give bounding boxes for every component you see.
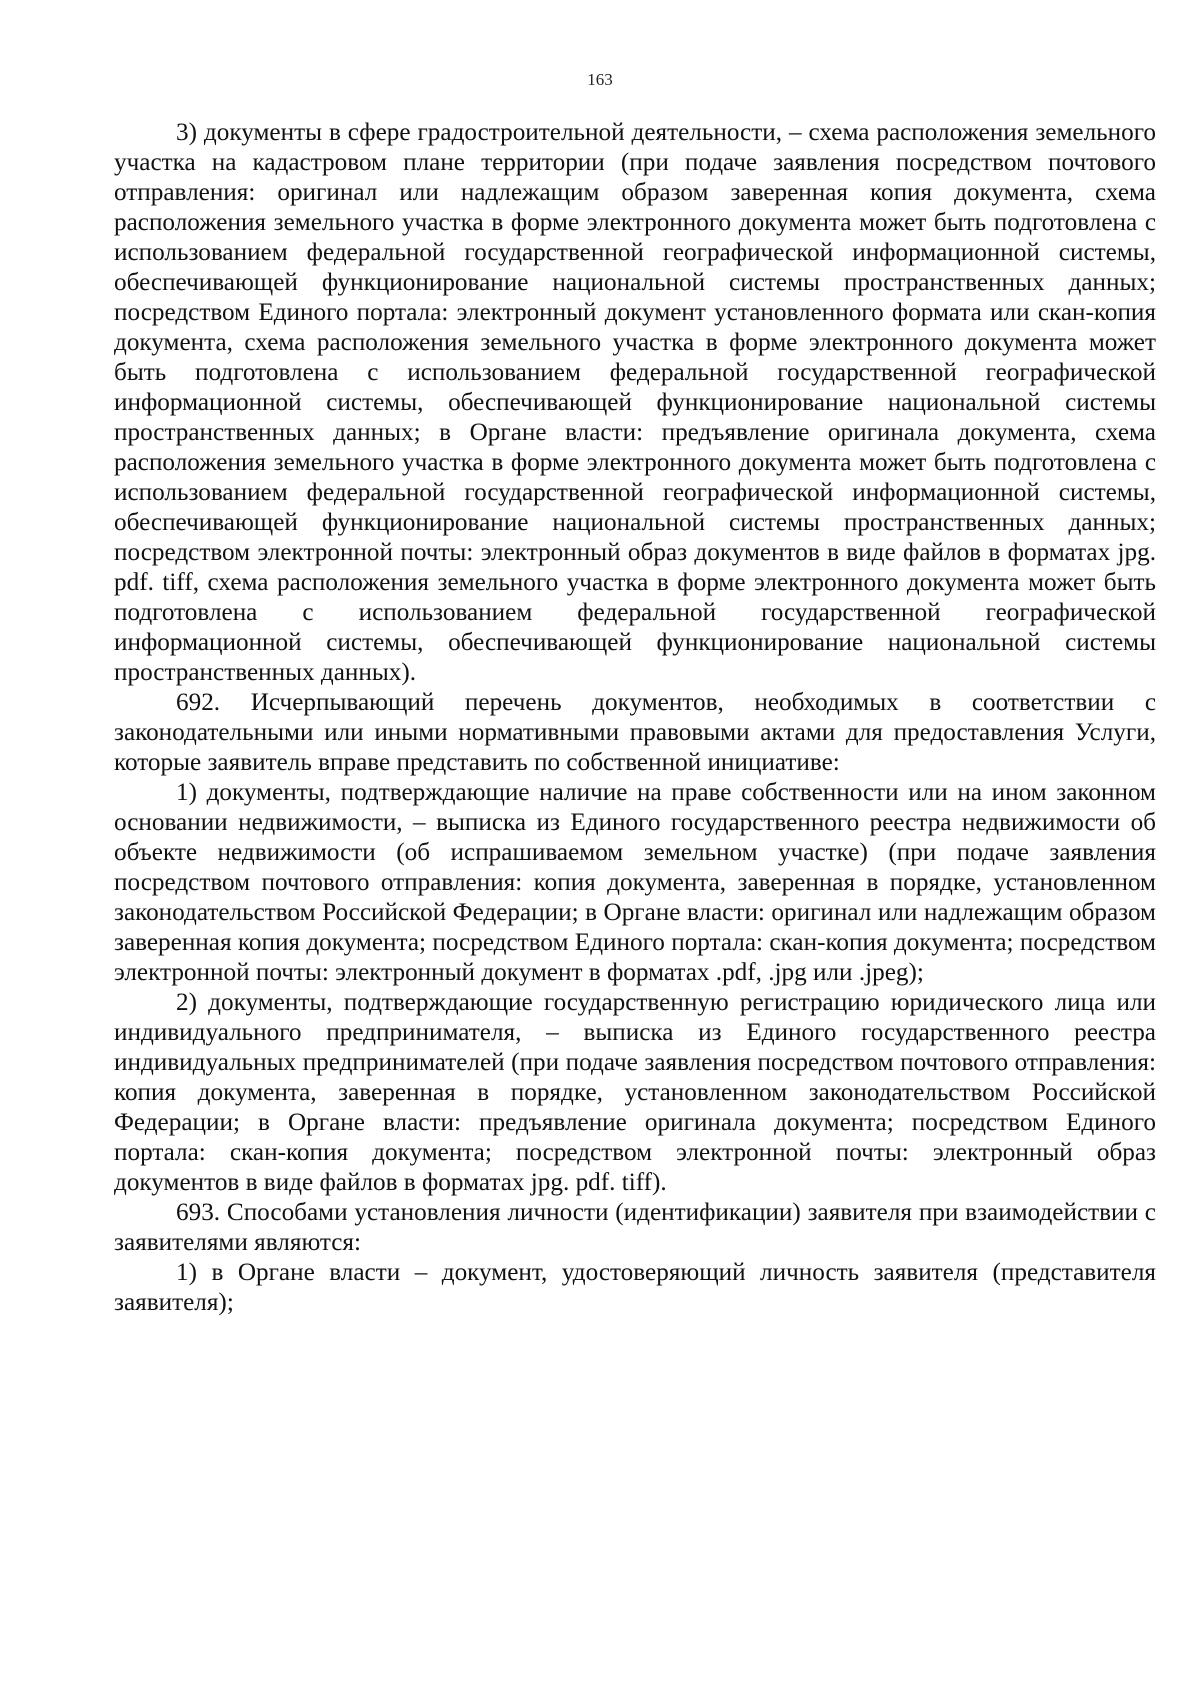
paragraph-item-3-urban-planning-docs: 3) документы в сфере градостроительной деятельности, – схема расположения земельного участка на кадастровом плане территории (при подаче заявления посредством почтового отправления: оригинал или надлежащим образом заверенная копия документа, схема расположения земельного участка в форме электронного документа может быть подготовлена с использованием федеральной государственной географической информационной системы, обеспечивающей функционирование национальной системы пространственных данных; посредством Единого портала: электронный документ установленного формата или скан-копия документа, схема расположения земельного участка в форме электронного документа может быть подготовлена с использованием федеральной государственной географической информационной системы, обеспечивающей функционирование национальной системы пространственных данных; в Органе власти: предъявление оригинала документа, схема расположения земельного участка в форме электронного документа может быть подготовлена с использованием федеральной государственной географической информационной системы, обеспечивающей функционирование национальной системы пространственных данных; посредством электронной почты: электронный образ документов в виде файлов в форматах jpg. pdf. tiff, схема расположения земельного участка в форме электронного документа может быть подготовлена с использованием федеральной государственной географической информационной системы, обеспечивающей функционирование национальной системы пространственных данных). [114, 119, 1156, 686]
page-number: 163 [587, 70, 613, 89]
paragraph-692: 692. Исчерпывающий перечень документов, необходимых в соответствии с законодательными или иными нормативными правовыми актами для предоставления Услуги, которые заявитель вправе представить по собственной инициативе: [114, 689, 1156, 776]
paragraph-693: 693. Способами установления личности (идентификации) заявителя при взаимодействии с заявителями являются: [114, 1199, 1156, 1256]
paragraph-693-item-1: 1) в Органе власти – документ, удостоверяющий личность заявителя (представителя заявителя); [114, 1259, 1156, 1316]
document-body [114, 118, 1156, 1318]
paragraph-692-item-1: 1) документы, подтверждающие наличие на праве собственности или на ином законном основании недвижимости, – выписка из Единого государственного реестра недвижимости об объекте недвижимости (об испрашиваемом земельном участке) (при подаче заявления посредством почтового отправления: копия документа, заверенная в порядке, установленном законодательством Российской Федерации; в Органе власти: оригинал или надлежащим образом заверенная копия документа; посредством Единого портала: скан-копия документа; посредством электронной почты: электронный документ в форматах .pdf, .jpg или .jpeg); [114, 779, 1156, 986]
paragraph-692-item-2: 2) документы, подтверждающие государственную регистрацию юридического лица или индивидуального предпринимателя, – выписка из Единого государственного реестра индивидуальных предпринимателей (при подаче заявления посредством почтового отправления: копия документа, заверенная в порядке, установленном законодательством Российской Федерации; в Органе власти: предъявление оригинала документа; посредством Единого портала: скан-копия документа; посредством электронной почты: электронный образ документов в виде файлов в форматах jpg. pdf. tiff). [114, 989, 1156, 1196]
